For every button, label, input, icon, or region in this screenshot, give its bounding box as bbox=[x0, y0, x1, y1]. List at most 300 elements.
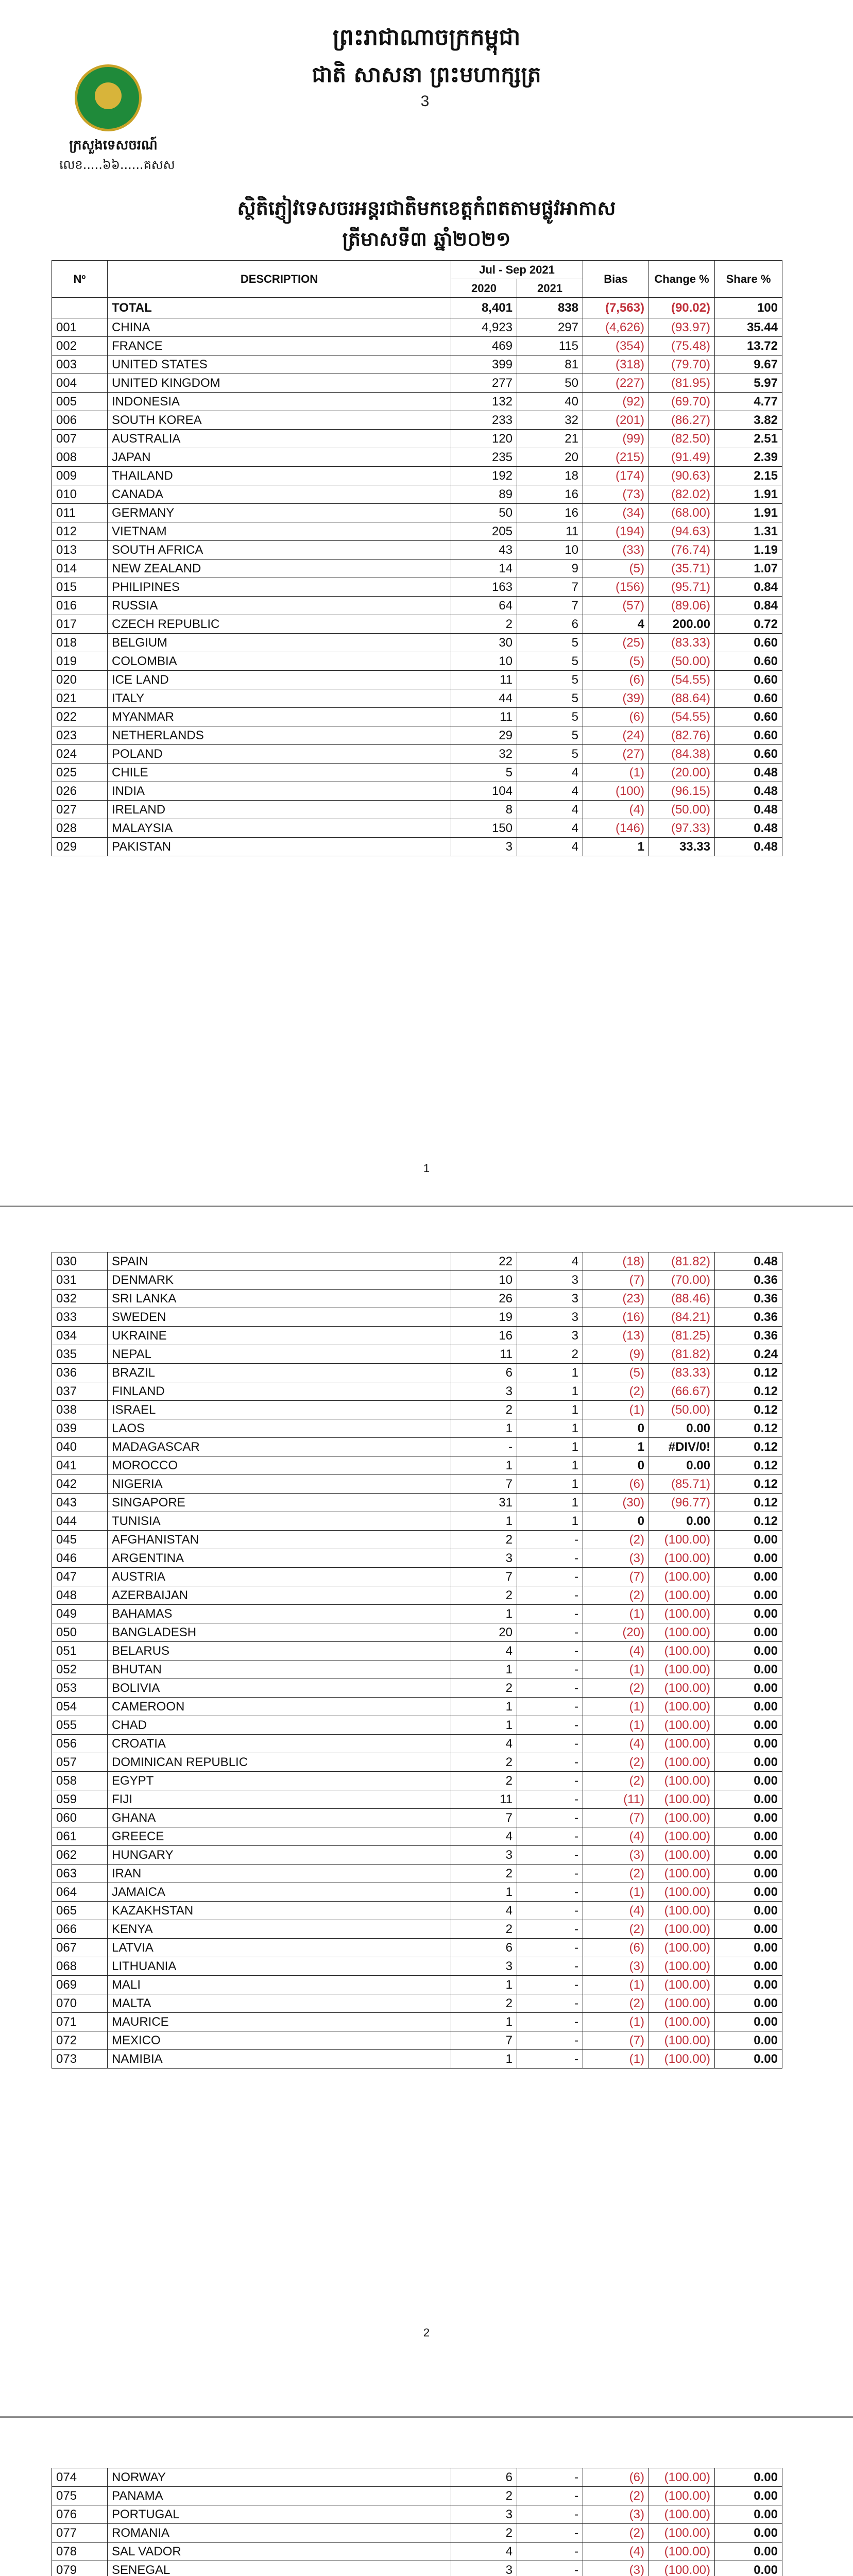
row-share: 0.00 bbox=[715, 2505, 782, 2524]
row-code: 073 bbox=[52, 2050, 108, 2069]
row-change: (89.06) bbox=[649, 597, 715, 615]
table-row bbox=[52, 318, 782, 337]
row-change: 0.00 bbox=[649, 1456, 715, 1475]
row-bias: (13) bbox=[583, 1327, 649, 1345]
row-change: (100.00) bbox=[649, 1994, 715, 2013]
row-2021: 7 bbox=[517, 597, 583, 615]
row-code: 060 bbox=[52, 1809, 108, 1827]
row-change: 0.00 bbox=[649, 1419, 715, 1438]
row-2020: 1 bbox=[451, 2013, 517, 2031]
row-2021: 5 bbox=[517, 708, 583, 726]
row-code: 052 bbox=[52, 1660, 108, 1679]
row-code: 078 bbox=[52, 2543, 108, 2561]
row-country: INDONESIA bbox=[108, 393, 451, 411]
row-2020: 1 bbox=[451, 1883, 517, 1902]
row-bias: (20) bbox=[583, 1623, 649, 1642]
row-country: SRI LANKA bbox=[108, 1290, 451, 1308]
row-change: (84.21) bbox=[649, 1308, 715, 1327]
row-2020: 3 bbox=[451, 1957, 517, 1976]
row-2021: - bbox=[517, 1660, 583, 1679]
row-bias: (6) bbox=[583, 2468, 649, 2487]
row-2020: 7 bbox=[451, 1475, 517, 1494]
table-row bbox=[52, 2543, 782, 2561]
row-change: (96.15) bbox=[649, 782, 715, 801]
row-country: VIETNAM bbox=[108, 522, 451, 541]
row-2020: 7 bbox=[451, 1809, 517, 1827]
row-change: (100.00) bbox=[649, 1679, 715, 1698]
row-change: (100.00) bbox=[649, 2013, 715, 2031]
row-country: SENEGAL bbox=[108, 2561, 451, 2576]
row-share: 0.12 bbox=[715, 1364, 782, 1382]
row-share: 0.48 bbox=[715, 764, 782, 782]
row-code: 032 bbox=[52, 1290, 108, 1308]
row-code: 066 bbox=[52, 1920, 108, 1939]
row-country: BHUTAN bbox=[108, 1660, 451, 1679]
row-2021: - bbox=[517, 1976, 583, 1994]
row-bias: 4 bbox=[583, 615, 649, 634]
row-2021: - bbox=[517, 2524, 583, 2543]
row-country: BAHAMAS bbox=[108, 1605, 451, 1623]
row-2021: 5 bbox=[517, 726, 583, 745]
row-2020: 2 bbox=[451, 1994, 517, 2013]
row-country: ISRAEL bbox=[108, 1401, 451, 1419]
row-bias: (39) bbox=[583, 689, 649, 708]
row-bias: (2) bbox=[583, 1531, 649, 1549]
row-country: MALAYSIA bbox=[108, 819, 451, 838]
row-2021: 5 bbox=[517, 671, 583, 689]
row-country: SPAIN bbox=[108, 1252, 451, 1271]
table-row bbox=[52, 1698, 782, 1716]
row-2021: 1 bbox=[517, 1401, 583, 1419]
row-country: GHANA bbox=[108, 1809, 451, 1827]
row-2020: 235 bbox=[451, 448, 517, 467]
row-2021: - bbox=[517, 1586, 583, 1605]
row-change: (35.71) bbox=[649, 560, 715, 578]
row-country: ARGENTINA bbox=[108, 1549, 451, 1568]
row-change: (81.82) bbox=[649, 1252, 715, 1271]
row-2020: 26 bbox=[451, 1290, 517, 1308]
table-row bbox=[52, 2561, 782, 2576]
row-bias: (7) bbox=[583, 2031, 649, 2050]
row-bias: (2) bbox=[583, 1994, 649, 2013]
row-country: UNITED KINGDOM bbox=[108, 374, 451, 393]
row-bias: (6) bbox=[583, 1475, 649, 1494]
row-bias: (2) bbox=[583, 1920, 649, 1939]
row-bias: (2) bbox=[583, 1679, 649, 1698]
row-country: AFGHANISTAN bbox=[108, 1531, 451, 1549]
row-change: (81.82) bbox=[649, 1345, 715, 1364]
row-share: 0.36 bbox=[715, 1308, 782, 1327]
row-change: (100.00) bbox=[649, 1586, 715, 1605]
row-code: 069 bbox=[52, 1976, 108, 1994]
row-share: 0.60 bbox=[715, 634, 782, 652]
row-2020: 1 bbox=[451, 1456, 517, 1475]
row-2020: 31 bbox=[451, 1494, 517, 1512]
row-share: 0.00 bbox=[715, 2561, 782, 2576]
table-row bbox=[52, 1382, 782, 1401]
row-bias: 1 bbox=[583, 1438, 649, 1456]
row-2021: - bbox=[517, 1549, 583, 1568]
row-2020: 11 bbox=[451, 708, 517, 726]
row-2021: - bbox=[517, 1883, 583, 1902]
row-country: MALTA bbox=[108, 1994, 451, 2013]
table-row bbox=[52, 1790, 782, 1809]
table-row bbox=[52, 1252, 782, 1271]
table-row bbox=[52, 1271, 782, 1290]
row-bias: (194) bbox=[583, 522, 649, 541]
row-share: 3.82 bbox=[715, 411, 782, 430]
row-2021: 21 bbox=[517, 430, 583, 448]
row-bias: (99) bbox=[583, 430, 649, 448]
row-2020: 3 bbox=[451, 1846, 517, 1865]
row-2021: - bbox=[517, 1735, 583, 1753]
row-share: 0.00 bbox=[715, 1976, 782, 1994]
row-change: (100.00) bbox=[649, 1660, 715, 1679]
row-bias: (3) bbox=[583, 2561, 649, 2576]
row-share: 0.00 bbox=[715, 1846, 782, 1865]
row-code: 062 bbox=[52, 1846, 108, 1865]
table-row bbox=[52, 430, 782, 448]
table-row bbox=[52, 1660, 782, 1679]
row-change: (100.00) bbox=[649, 2561, 715, 2576]
row-country: ITALY bbox=[108, 689, 451, 708]
row-bias: (1) bbox=[583, 1698, 649, 1716]
row-2021: - bbox=[517, 1679, 583, 1698]
row-share: 0.00 bbox=[715, 2543, 782, 2561]
row-country: COLOMBIA bbox=[108, 652, 451, 671]
row-code: 009 bbox=[52, 467, 108, 485]
total-2021: 838 bbox=[517, 298, 583, 318]
header-share: Share % bbox=[715, 261, 782, 298]
row-share: 0.36 bbox=[715, 1271, 782, 1290]
table-row bbox=[52, 2524, 782, 2543]
row-2020: 30 bbox=[451, 634, 517, 652]
row-bias: (6) bbox=[583, 708, 649, 726]
row-share: 0.48 bbox=[715, 819, 782, 838]
table-row bbox=[52, 1586, 782, 1605]
row-bias: (4) bbox=[583, 1642, 649, 1660]
row-country: THAILAND bbox=[108, 467, 451, 485]
row-2021: - bbox=[517, 1716, 583, 1735]
row-code: 047 bbox=[52, 1568, 108, 1586]
row-bias: (16) bbox=[583, 1308, 649, 1327]
row-2020: 22 bbox=[451, 1252, 517, 1271]
row-share: 0.00 bbox=[715, 1920, 782, 1939]
row-share: 0.12 bbox=[715, 1512, 782, 1531]
row-2021: - bbox=[517, 2468, 583, 2487]
row-bias: (4) bbox=[583, 1827, 649, 1846]
row-2020: 11 bbox=[451, 1790, 517, 1809]
row-bias: (201) bbox=[583, 411, 649, 430]
row-2020: 1 bbox=[451, 1716, 517, 1735]
row-country: NETHERLANDS bbox=[108, 726, 451, 745]
row-bias: (2) bbox=[583, 1753, 649, 1772]
row-country: CHILE bbox=[108, 764, 451, 782]
row-change: (90.63) bbox=[649, 467, 715, 485]
row-share: 0.36 bbox=[715, 1327, 782, 1345]
row-code: 046 bbox=[52, 1549, 108, 1568]
row-2021: 3 bbox=[517, 1308, 583, 1327]
table-row bbox=[52, 1735, 782, 1753]
table-row bbox=[52, 1883, 782, 1902]
row-code: 027 bbox=[52, 801, 108, 819]
row-share: 0.12 bbox=[715, 1419, 782, 1438]
row-2020: 4 bbox=[451, 1827, 517, 1846]
row-share: 0.00 bbox=[715, 2050, 782, 2069]
row-code: 003 bbox=[52, 355, 108, 374]
row-share: 0.00 bbox=[715, 1698, 782, 1716]
row-share: 0.84 bbox=[715, 578, 782, 597]
row-bias: (18) bbox=[583, 1252, 649, 1271]
table-row bbox=[52, 337, 782, 355]
row-country: MOROCCO bbox=[108, 1456, 451, 1475]
row-share: 0.00 bbox=[715, 1994, 782, 2013]
row-share: 0.00 bbox=[715, 1809, 782, 1827]
row-change: (79.70) bbox=[649, 355, 715, 374]
row-change: (100.00) bbox=[649, 1790, 715, 1809]
row-change: (100.00) bbox=[649, 2031, 715, 2050]
row-2021: 1 bbox=[517, 1456, 583, 1475]
table-row bbox=[52, 1994, 782, 2013]
row-2020: 11 bbox=[451, 671, 517, 689]
row-country: KENYA bbox=[108, 1920, 451, 1939]
row-country: NAMIBIA bbox=[108, 2050, 451, 2069]
row-share: 0.36 bbox=[715, 1290, 782, 1308]
table-row bbox=[52, 726, 782, 745]
table-row bbox=[52, 393, 782, 411]
row-code: 021 bbox=[52, 689, 108, 708]
row-country: FRANCE bbox=[108, 337, 451, 355]
row-share: 0.12 bbox=[715, 1456, 782, 1475]
row-code: 071 bbox=[52, 2013, 108, 2031]
row-code: 019 bbox=[52, 652, 108, 671]
row-change: (100.00) bbox=[649, 2487, 715, 2505]
row-share: 0.48 bbox=[715, 838, 782, 856]
row-bias: (215) bbox=[583, 448, 649, 467]
table-row bbox=[52, 1957, 782, 1976]
row-share: 0.60 bbox=[715, 745, 782, 764]
row-country: NEPAL bbox=[108, 1345, 451, 1364]
row-change: (100.00) bbox=[649, 1605, 715, 1623]
row-code: 006 bbox=[52, 411, 108, 430]
row-2021: 3 bbox=[517, 1290, 583, 1308]
row-2021: 4 bbox=[517, 782, 583, 801]
row-country: INDIA bbox=[108, 782, 451, 801]
table-row bbox=[52, 1327, 782, 1345]
row-2021: - bbox=[517, 2561, 583, 2576]
row-share: 2.39 bbox=[715, 448, 782, 467]
row-share: 0.00 bbox=[715, 1660, 782, 1679]
row-2020: 4,923 bbox=[451, 318, 517, 337]
row-share: 0.60 bbox=[715, 671, 782, 689]
row-share: 0.00 bbox=[715, 1679, 782, 1698]
total-change: (90.02) bbox=[649, 298, 715, 318]
row-share: 0.84 bbox=[715, 597, 782, 615]
row-code: 057 bbox=[52, 1753, 108, 1772]
row-code: 008 bbox=[52, 448, 108, 467]
row-2020: 2 bbox=[451, 1531, 517, 1549]
row-code: 041 bbox=[52, 1456, 108, 1475]
row-2021: - bbox=[517, 1790, 583, 1809]
row-country: NEW ZEALAND bbox=[108, 560, 451, 578]
header-change: Change % bbox=[649, 261, 715, 298]
row-change: (100.00) bbox=[649, 1531, 715, 1549]
row-country: ROMANIA bbox=[108, 2524, 451, 2543]
row-2020: 2 bbox=[451, 1401, 517, 1419]
row-change: (83.33) bbox=[649, 1364, 715, 1382]
row-code: 061 bbox=[52, 1827, 108, 1846]
row-2021: 1 bbox=[517, 1382, 583, 1401]
row-code: 007 bbox=[52, 430, 108, 448]
row-code: 020 bbox=[52, 671, 108, 689]
row-bias: (1) bbox=[583, 2013, 649, 2031]
row-code: 077 bbox=[52, 2524, 108, 2543]
row-country: JAMAICA bbox=[108, 1883, 451, 1902]
row-country: BOLIVIA bbox=[108, 1679, 451, 1698]
row-2020: 205 bbox=[451, 522, 517, 541]
row-2021: 81 bbox=[517, 355, 583, 374]
row-code: 034 bbox=[52, 1327, 108, 1345]
row-2020: 10 bbox=[451, 652, 517, 671]
row-2020: 64 bbox=[451, 597, 517, 615]
row-code: 016 bbox=[52, 597, 108, 615]
table-row bbox=[52, 1419, 782, 1438]
row-code: 049 bbox=[52, 1605, 108, 1623]
row-change: (100.00) bbox=[649, 1642, 715, 1660]
row-2021: - bbox=[517, 2505, 583, 2524]
row-code: 067 bbox=[52, 1939, 108, 1957]
table-row bbox=[52, 1827, 782, 1846]
row-2020: 3 bbox=[451, 1549, 517, 1568]
table-row bbox=[52, 411, 782, 430]
row-change: (54.55) bbox=[649, 708, 715, 726]
row-share: 0.00 bbox=[715, 1772, 782, 1790]
row-country: PAKISTAN bbox=[108, 838, 451, 856]
document-subtitle: ត្រីមាសទី៣ ឆ្នាំ២០២១ bbox=[342, 228, 511, 250]
row-change: (83.33) bbox=[649, 634, 715, 652]
row-2020: 120 bbox=[451, 430, 517, 448]
row-2021: 4 bbox=[517, 801, 583, 819]
row-country: CAMEROON bbox=[108, 1698, 451, 1716]
row-change: (82.76) bbox=[649, 726, 715, 745]
table-row bbox=[52, 597, 782, 615]
row-code: 065 bbox=[52, 1902, 108, 1920]
header-description: DESCRIPTION bbox=[108, 261, 451, 298]
row-code: 030 bbox=[52, 1252, 108, 1271]
row-change: #DIV/0! bbox=[649, 1438, 715, 1456]
row-bias: 1 bbox=[583, 838, 649, 856]
table-row bbox=[52, 1976, 782, 1994]
row-2021: - bbox=[517, 1957, 583, 1976]
row-bias: (7) bbox=[583, 1809, 649, 1827]
row-country: NORWAY bbox=[108, 2468, 451, 2487]
row-code: 044 bbox=[52, 1512, 108, 1531]
row-2020: 3 bbox=[451, 1382, 517, 1401]
row-2020: 32 bbox=[451, 745, 517, 764]
total-row bbox=[52, 298, 782, 318]
kingdom-heading: ព្រះរាជាណាចក្រកម្ពុជា bbox=[332, 24, 521, 50]
row-bias: (318) bbox=[583, 355, 649, 374]
row-share: 0.00 bbox=[715, 1957, 782, 1976]
row-2020: 6 bbox=[451, 1364, 517, 1382]
table-row bbox=[52, 782, 782, 801]
table-row bbox=[52, 560, 782, 578]
row-bias: 0 bbox=[583, 1419, 649, 1438]
row-change: (50.00) bbox=[649, 652, 715, 671]
row-change: (95.71) bbox=[649, 578, 715, 597]
row-share: 0.12 bbox=[715, 1401, 782, 1419]
row-bias: (27) bbox=[583, 745, 649, 764]
row-bias: (7) bbox=[583, 1568, 649, 1586]
row-2021: 11 bbox=[517, 522, 583, 541]
table-row bbox=[52, 374, 782, 393]
row-code: 054 bbox=[52, 1698, 108, 1716]
row-bias: (1) bbox=[583, 1660, 649, 1679]
row-country: EGYPT bbox=[108, 1772, 451, 1790]
row-change: (100.00) bbox=[649, 2468, 715, 2487]
row-2020: 1 bbox=[451, 1660, 517, 1679]
row-share: 0.60 bbox=[715, 652, 782, 671]
row-change: (50.00) bbox=[649, 1401, 715, 1419]
row-2020: 19 bbox=[451, 1308, 517, 1327]
row-change: (96.77) bbox=[649, 1494, 715, 1512]
row-change: (100.00) bbox=[649, 1883, 715, 1902]
row-bias: (354) bbox=[583, 337, 649, 355]
row-change: (100.00) bbox=[649, 1939, 715, 1957]
row-country: GREECE bbox=[108, 1827, 451, 1846]
row-code: 033 bbox=[52, 1308, 108, 1327]
row-change: (100.00) bbox=[649, 1920, 715, 1939]
ministry-name: ក្រសួងទេសចរណ៍ bbox=[69, 138, 158, 153]
row-change: (100.00) bbox=[649, 1698, 715, 1716]
row-code: 031 bbox=[52, 1271, 108, 1290]
table-row bbox=[52, 1290, 782, 1308]
row-2021: 5 bbox=[517, 634, 583, 652]
row-2020: 192 bbox=[451, 467, 517, 485]
row-2020: 132 bbox=[451, 393, 517, 411]
row-bias: (1) bbox=[583, 2050, 649, 2069]
row-2021: 4 bbox=[517, 819, 583, 838]
row-share: 0.24 bbox=[715, 1345, 782, 1364]
row-share: 0.48 bbox=[715, 782, 782, 801]
row-change: (81.25) bbox=[649, 1327, 715, 1345]
row-change: (100.00) bbox=[649, 1809, 715, 1827]
table-row bbox=[52, 485, 782, 504]
table-row bbox=[52, 764, 782, 782]
row-bias: (4) bbox=[583, 801, 649, 819]
row-country: MEXICO bbox=[108, 2031, 451, 2050]
table-row bbox=[52, 1549, 782, 1568]
row-code: 040 bbox=[52, 1438, 108, 1456]
row-2021: 32 bbox=[517, 411, 583, 430]
row-code: 063 bbox=[52, 1865, 108, 1883]
row-2021: 297 bbox=[517, 318, 583, 337]
row-code: 043 bbox=[52, 1494, 108, 1512]
row-2021: - bbox=[517, 1772, 583, 1790]
table-row bbox=[52, 1772, 782, 1790]
table-row bbox=[52, 1568, 782, 1586]
row-code: 050 bbox=[52, 1623, 108, 1642]
row-change: (86.27) bbox=[649, 411, 715, 430]
row-2021: 5 bbox=[517, 745, 583, 764]
row-2021: 1 bbox=[517, 1475, 583, 1494]
row-2021: - bbox=[517, 1698, 583, 1716]
row-share: 0.00 bbox=[715, 1531, 782, 1549]
row-change: 200.00 bbox=[649, 615, 715, 634]
row-share: 1.31 bbox=[715, 522, 782, 541]
row-2021: 5 bbox=[517, 689, 583, 708]
row-code: 002 bbox=[52, 337, 108, 355]
